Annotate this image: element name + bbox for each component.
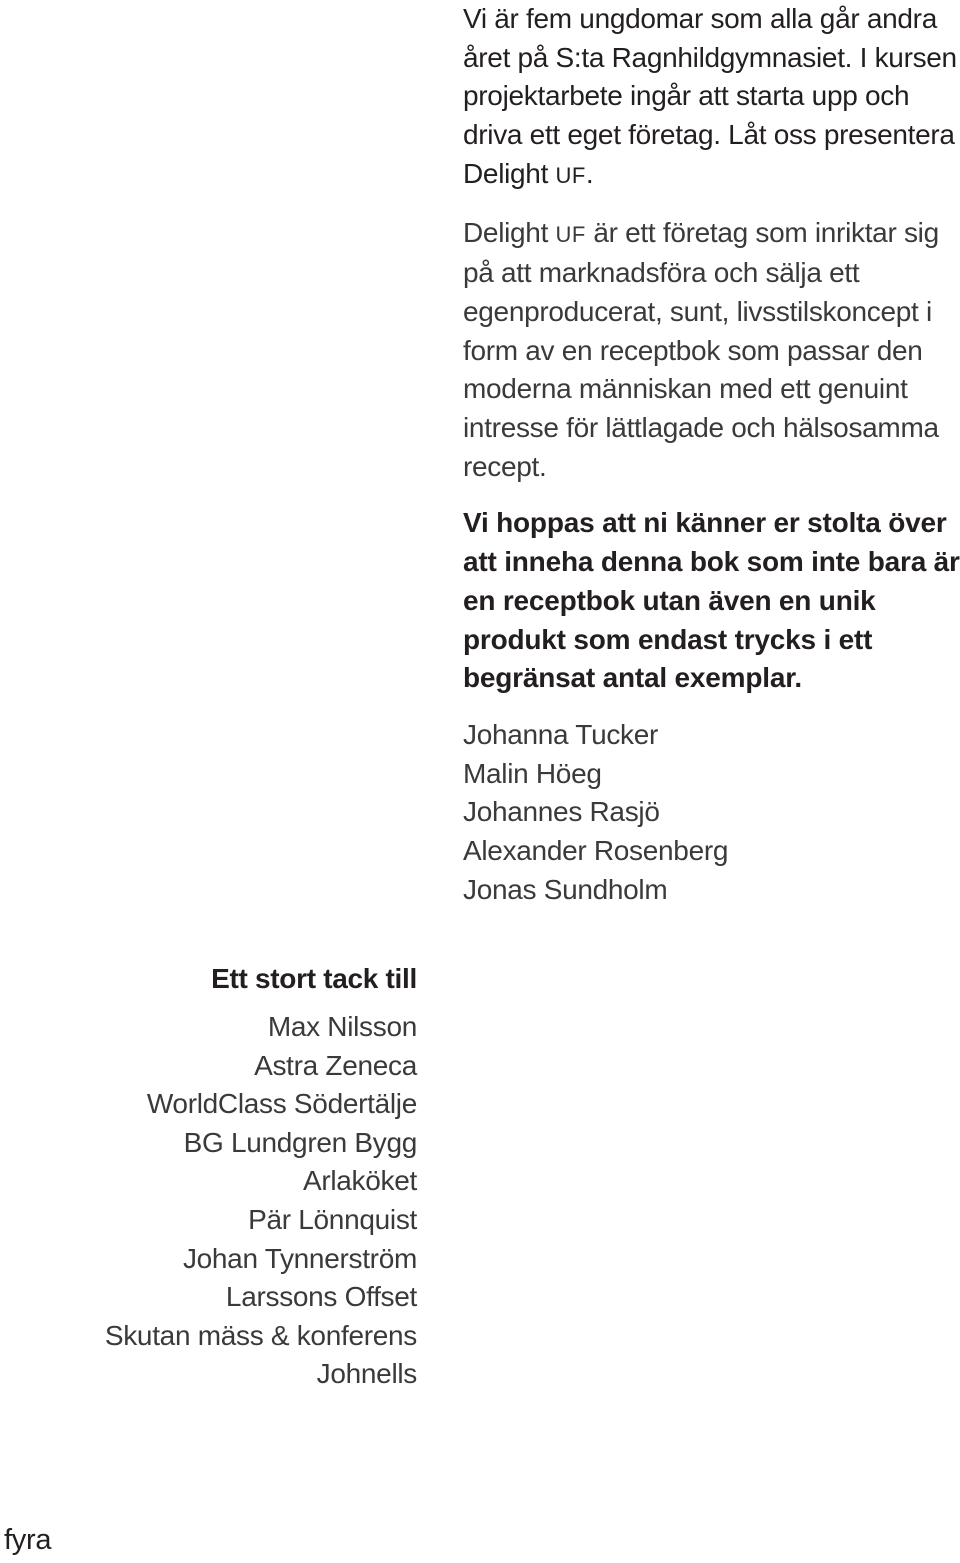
intro-text: Vi är fem ungdomar som alla går andra året på S:ta Ragnhildgymnasiet. I kursen projektarbete ingår att starta upp och driva ett eget företag. Låt oss presentera Delight [463,3,957,189]
member-name: Alexander Rosenberg [463,835,729,867]
member-name: Malin Höeg [463,757,602,789]
thanks-name: Pär Lönnquist [248,1203,417,1235]
member-name: Jonas Sundholm [463,873,668,905]
intro-period: . [585,157,594,189]
members-list [463,716,960,910]
thanks-section [105,958,417,1394]
thanks-name: WorldClass Södertälje [146,1088,417,1120]
thanks-name: Johnells [316,1358,417,1390]
hope-paragraph: Vi hoppas att ni känner er stolta över att inneha denna bok som inte bara är en receptbok utan även en unik produkt som endast trycks i ett begränsat antal exemplar. [463,507,960,694]
member-name: Johannes Rasjö [463,796,660,828]
thanks-name: Astra Zeneca [254,1049,417,1081]
description-start: Delight [463,216,556,248]
intro-paragraph [463,0,960,196]
thanks-name: Skutan mäss & konferens [104,1319,417,1351]
thanks-name: Larssons Offset [225,1281,417,1313]
thanks-name: Max Nilsson [267,1011,417,1042]
description-paragraph [463,214,960,487]
thanks-name: Arlaköket [302,1165,417,1197]
page-number-label: fyra [4,1524,52,1556]
thanks-heading: Ett stort tack till [211,963,417,994]
thanks-name: BG Lundgren Bygg [183,1126,417,1158]
thanks-name: Johan Tynnerström [182,1242,417,1274]
member-name: Johanna Tucker [463,718,659,750]
intro-uf-abbr: UF [555,162,586,188]
description-rest: är ett företag som inriktar sig på att marknadsföra och sälja ett egenproducerat, sunt, livsstilskoncept i form av en receptbok som passar den moderna människan med ett genuint intresse för lättlagade och hälsosamma recept. [463,216,939,482]
description-uf-abbr: UF [555,221,586,247]
thanks-list [105,1008,417,1394]
main-text-column [463,0,960,909]
